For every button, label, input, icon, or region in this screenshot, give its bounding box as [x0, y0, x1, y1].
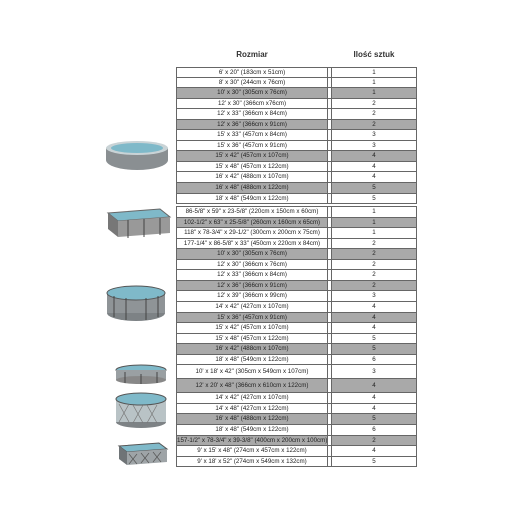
- size-cell: 14' x 42" (427cm x 107cm): [176, 302, 328, 312]
- table-row: [176, 239, 417, 250]
- table-row: [176, 207, 417, 218]
- table-row: [176, 281, 417, 292]
- quantity-cell: 5: [331, 344, 417, 354]
- size-cell: 16' x 42" (488cm x 107cm): [176, 344, 328, 354]
- header-quantity: Ilość sztuk: [353, 50, 395, 59]
- size-cell: 10' x 30" (305cm x 76cm): [176, 249, 328, 259]
- quantity-cell: 1: [331, 78, 417, 88]
- quantity-cell: 5: [331, 183, 417, 193]
- size-cell: 16' x 48" (488cm x 122cm): [176, 183, 328, 193]
- size-cell: 12' x 39" (366cm x 99cm): [176, 291, 328, 301]
- ultra-xtr-frame-pool-icon: [115, 438, 169, 468]
- table-row: [176, 436, 417, 447]
- quantity-cell: 1: [331, 68, 417, 77]
- size-cell: 102-1/2" x 63" x 25-5/8" (260cm x 160cm x 65cm): [176, 218, 328, 228]
- table-row: [176, 414, 417, 425]
- quantity-cell: 4: [331, 313, 417, 323]
- size-cell: 10' x 30" (305cm x 76cm): [176, 88, 328, 98]
- quantity-cell: 2: [331, 436, 417, 446]
- size-cell: 14' x 48" (427cm x 122cm): [176, 404, 328, 414]
- quantity-cell: 4: [331, 323, 417, 333]
- quantity-cell: 2: [331, 249, 417, 259]
- size-cell: 15' x 42" (457cm x 107cm): [176, 323, 328, 333]
- quantity-cell: 5: [331, 414, 417, 424]
- quantity-cell: 5: [331, 457, 417, 467]
- table-row: [176, 393, 417, 404]
- rectangular-frame-pool-icon: [104, 205, 172, 241]
- size-cell: 9' x 15' x 48" (274cm x 457cm x 122cm): [176, 446, 328, 456]
- quantity-cell: 4: [331, 172, 417, 182]
- quantity-cell: 4: [331, 379, 417, 392]
- table-row: [176, 334, 417, 345]
- size-cell: 14' x 42" (427cm x 107cm): [176, 393, 328, 403]
- table-row: [176, 130, 417, 141]
- table-row: [176, 78, 417, 89]
- quantity-cell: 1: [331, 88, 417, 98]
- quantity-cell: 4: [331, 404, 417, 414]
- quantity-cell: 4: [331, 446, 417, 456]
- size-cell: 15' x 48" (457cm x 122cm): [176, 334, 328, 344]
- quantity-cell: 3: [331, 291, 417, 301]
- table-row: [176, 109, 417, 120]
- size-cell: 12' x 36" (366cm x 91cm): [176, 281, 328, 291]
- table-row: [176, 183, 417, 194]
- size-cell: 15' x 33" (457cm x 84cm): [176, 130, 328, 140]
- size-cell: 10' x 18' x 42" (305cm x 549cm x 107cm): [176, 365, 328, 378]
- quantity-cell: 3: [331, 130, 417, 140]
- table-row: [176, 446, 417, 457]
- metal-frame-pool-icon: [104, 283, 168, 323]
- size-cell: 12' x 33" (366cm x 84cm): [176, 270, 328, 280]
- size-cell: 177-1/4" x 86-5/8" x 33" (450cm x 220cm x 84cm): [176, 239, 328, 249]
- quantity-cell: 6: [331, 425, 417, 435]
- quantity-cell: 2: [331, 260, 417, 270]
- table-row: [176, 218, 417, 229]
- table-row: [176, 172, 417, 183]
- quantity-cell: 4: [331, 151, 417, 161]
- prism-frame-pool-icon: [113, 390, 169, 430]
- table-row: [176, 249, 417, 260]
- table-row: [176, 120, 417, 131]
- size-cell: 8' x 30" (244cm x 76cm): [176, 78, 328, 88]
- quantity-cell: 2: [331, 120, 417, 130]
- size-cell: 9' x 18' x 52" (274cm x 549cm x 132cm): [176, 457, 328, 467]
- size-cell: 18' x 48" (549cm x 122cm): [176, 425, 328, 435]
- table-row: [176, 344, 417, 355]
- oval-frame-pool-icon: [113, 362, 169, 386]
- table-row: [176, 302, 417, 313]
- quantity-cell: 1: [331, 207, 417, 217]
- quantity-cell: 4: [331, 162, 417, 172]
- size-cell: 16' x 42" (488cm x 107cm): [176, 172, 328, 182]
- table-row: [176, 291, 417, 302]
- size-cell: 157-1/2" x 78-3/4" x 39-3/8" (400cm x 200cm x 100cm): [177, 436, 328, 444]
- size-cell: 86-5/8" x 59" x 23-5/8" (220cm x 150cm x 60cm): [176, 207, 328, 217]
- table-row: [176, 457, 417, 468]
- quantity-cell: 4: [331, 302, 417, 312]
- size-cell: 18' x 48" (549cm x 122cm): [176, 355, 328, 365]
- size-cell: 18' x 48" (549cm x 122cm): [176, 194, 328, 204]
- quantity-cell: 2: [331, 281, 417, 291]
- size-cell: 12' x 36" (366cm x 91cm): [176, 120, 328, 130]
- size-cell: 6' x 20" (183cm x 51cm): [176, 68, 328, 77]
- quantity-cell: 1: [331, 228, 417, 238]
- size-cell: 12' x 30" (366cm x 76cm): [176, 260, 328, 270]
- quantity-cell: 3: [331, 141, 417, 151]
- quantity-cell: 6: [331, 355, 417, 365]
- size-cell: 15' x 36" (457cm x 91cm): [176, 313, 328, 323]
- table-row: [176, 151, 417, 162]
- table-row: [176, 425, 417, 436]
- table-row: [176, 365, 417, 379]
- size-cell: 118" x 78-3/4" x 29-1/2" (300cm x 200cm x 75cm): [176, 228, 328, 238]
- size-cell: 15' x 48" (457cm x 122cm): [176, 162, 328, 172]
- table-row: [176, 162, 417, 173]
- table-row: [176, 228, 417, 239]
- quantity-cell: 1: [331, 218, 417, 228]
- size-cell: 12' x 20' x 48" (366cm x 610cm x 122cm): [176, 379, 328, 392]
- size-cell: 16' x 48" (488cm x 122cm): [176, 414, 328, 424]
- table-row: [176, 379, 417, 393]
- table-row: [176, 141, 417, 152]
- size-cell: 15' x 36" (457cm x 91cm): [176, 141, 328, 151]
- quantity-cell: 2: [331, 109, 417, 119]
- table-row: [176, 194, 417, 205]
- quantity-cell: 5: [331, 194, 417, 204]
- table-row: [176, 404, 417, 415]
- table-row: [176, 270, 417, 281]
- size-cell: 12' x 33" (366cm x 84cm): [176, 109, 328, 119]
- table-row: [176, 313, 417, 324]
- table-row: [176, 99, 417, 110]
- quantity-cell: 2: [331, 239, 417, 249]
- table-row: [176, 260, 417, 271]
- quantity-cell: 5: [331, 334, 417, 344]
- table-row: [176, 323, 417, 334]
- size-cell: 15' x 42" (457cm x 107cm): [176, 151, 328, 161]
- table-row: [176, 355, 417, 366]
- pool-size-table: [176, 67, 417, 467]
- table-row: [176, 67, 417, 78]
- quantity-cell: 2: [331, 270, 417, 280]
- quantity-cell: 4: [331, 393, 417, 403]
- easy-set-pool-icon: [104, 138, 170, 172]
- size-cell: 12' x 30" (366cm x76cm): [176, 99, 328, 109]
- quantity-cell: 2: [331, 99, 417, 109]
- table-row: [176, 88, 417, 99]
- header-size: Rozmiar: [236, 50, 268, 59]
- quantity-cell: 3: [331, 365, 417, 378]
